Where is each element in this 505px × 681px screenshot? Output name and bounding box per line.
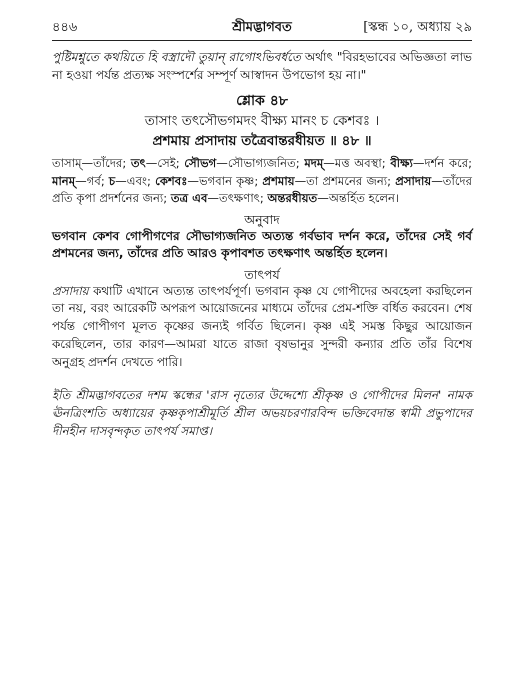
- synonym-meaning: —তৎক্ষণাৎ;: [207, 191, 268, 205]
- synonym-word: তত্র এব: [170, 191, 208, 205]
- translation-text: ভগবান কেশব গোপীগণের সৌভাগ্যজনিত অত্যন্ত গর্বভাব দর্শন করে, তাঁদের সেই গর্ব প্রশমনের জন্য, তাঁদের প্রতি আরও কৃপাবশত তৎক্ষণাৎ অন্তর্হিত হলেন।: [52, 228, 472, 260]
- intro-quote: পুষ্টিমশ্নুতে কথয়িতে হি বস্ত্রাদৌ তুয়ান্‌ রাগোঽভিবর্ধতে: [52, 50, 301, 64]
- verse-line-2: প্রশমায় প্রসাদায় তত্রৈবান্তরধীয়ত ॥ ৪৮ ॥: [152, 133, 372, 149]
- intro-text: অর্থাৎ "বিরহভাবের অভিজ্ঞতা লাভ না হওয়া পর্যন্ত প্রত্যক্ষ সংস্পর্শের সম্পূর্ণ আস্বাদন উপভোগ হয় না।": [52, 50, 472, 82]
- synonym-meaning: —দর্শন করে;: [412, 156, 472, 170]
- book-title: শ্রীমদ্ভাগবত: [232, 20, 292, 35]
- section-reference: [স্কন্ধ ১০, অধ্যায় ২৯: [363, 20, 472, 35]
- synonym-word: কেশবঃ: [155, 173, 188, 188]
- verse-line-1: তাসাং তৎসৌভগমদং বীক্ষ্য মানং চ কেশবঃ ।: [144, 113, 380, 129]
- synonym-word: প্রসাদায়: [395, 173, 432, 188]
- purport-lead-word: প্রসাদায়: [52, 283, 89, 298]
- synonym-meaning: —তা প্রশমনের জন্য;: [294, 173, 396, 188]
- synonym-word: বীক্ষ্য: [390, 156, 413, 170]
- synonym-word: তৎ: [130, 156, 146, 170]
- synonym-word: মদম্: [304, 156, 324, 170]
- purport-body: কথাটি এখানে অত্যন্ত তাৎপর্যপূর্ণ। ভগবান কৃষ্ণ যে গোপীদের অবহেলা করছিলেন তা নয়, বরং আরেকটি অপরূপ আয়োজনের মাধ্যমে তাঁদের প্রেম-শক্তি বর্ধিত করবেন। শেষ পর্যন্ত গোপীগণ মূলত কৃষ্ণের জন্যই গর্বিত ছিলেন। কৃষ্ণ এই সমস্ত কিছুর আয়োজন করেছিলেন, তার কারণ—আমরা যাতে রাজা বৃষভানুর সুন্দরী কন্যার প্রতি তাঁর বিশেষ অনুগ্রহ প্রদর্শন দেখতে পারি।: [52, 283, 472, 369]
- synonym-word: প্রশমায়: [262, 173, 295, 188]
- synonym-word: সৌভগ: [184, 156, 217, 170]
- page-number: ৪৪৬: [52, 20, 78, 35]
- synonym-meaning: —সেই;: [145, 156, 185, 170]
- intro-paragraph: [52, 49, 472, 84]
- synonym-word: তাসাম্: [52, 156, 82, 170]
- header-rule: [52, 40, 472, 41]
- word-meanings: [52, 155, 472, 208]
- synonym-meaning: —অন্তর্হিত হলেন।: [317, 191, 400, 205]
- verse-heading: শ্লোক ৪৮: [236, 93, 288, 109]
- synonym-meaning: —তাঁদের;: [81, 156, 131, 170]
- synonym-meaning: —মত্ত অবস্থা;: [323, 156, 391, 170]
- synonym-meaning: —সৌভাগ্যজনিত;: [216, 156, 305, 170]
- purport-text: [52, 283, 472, 372]
- synonym-meaning: —ভগবান কৃষ্ণ;: [187, 173, 263, 188]
- synonym-meaning: —তাঁদের প্রতি কৃপা প্রদর্শনের জন্য;: [52, 173, 472, 205]
- purport-label: তাৎপর্য: [244, 266, 280, 282]
- synonym-meaning: —এবং;: [115, 173, 156, 188]
- chapter-colophon: ইতি শ্রীমদ্ভাগবতের দশম স্কন্ধের 'রাস নৃত্যের উদ্দেশ্যে শ্রীকৃষ্ণ ও গোপীদের মিলন' নামক ঊনত্রিংশতি অধ্যায়ের কৃষ্ণকৃপাশ্রীমূর্তি শ্রীল অভয়চরণারবিন্দ ভক্তিবেদান্ত স্বামী প্রভুপাদের দীনহীন দাসবৃন্দকৃত তাৎপর্য সমাপ্ত।: [52, 388, 472, 439]
- page-header: [52, 18, 472, 38]
- translation-label: অনুবাদ: [244, 211, 280, 227]
- book-page: [52, 18, 472, 658]
- synonym-word: অন্তরধীয়ত: [267, 191, 318, 205]
- synonym-meaning: —গর্ব;: [75, 173, 109, 188]
- synonym-word: মানম্: [52, 173, 76, 188]
- synonym-word: চ: [108, 173, 116, 188]
